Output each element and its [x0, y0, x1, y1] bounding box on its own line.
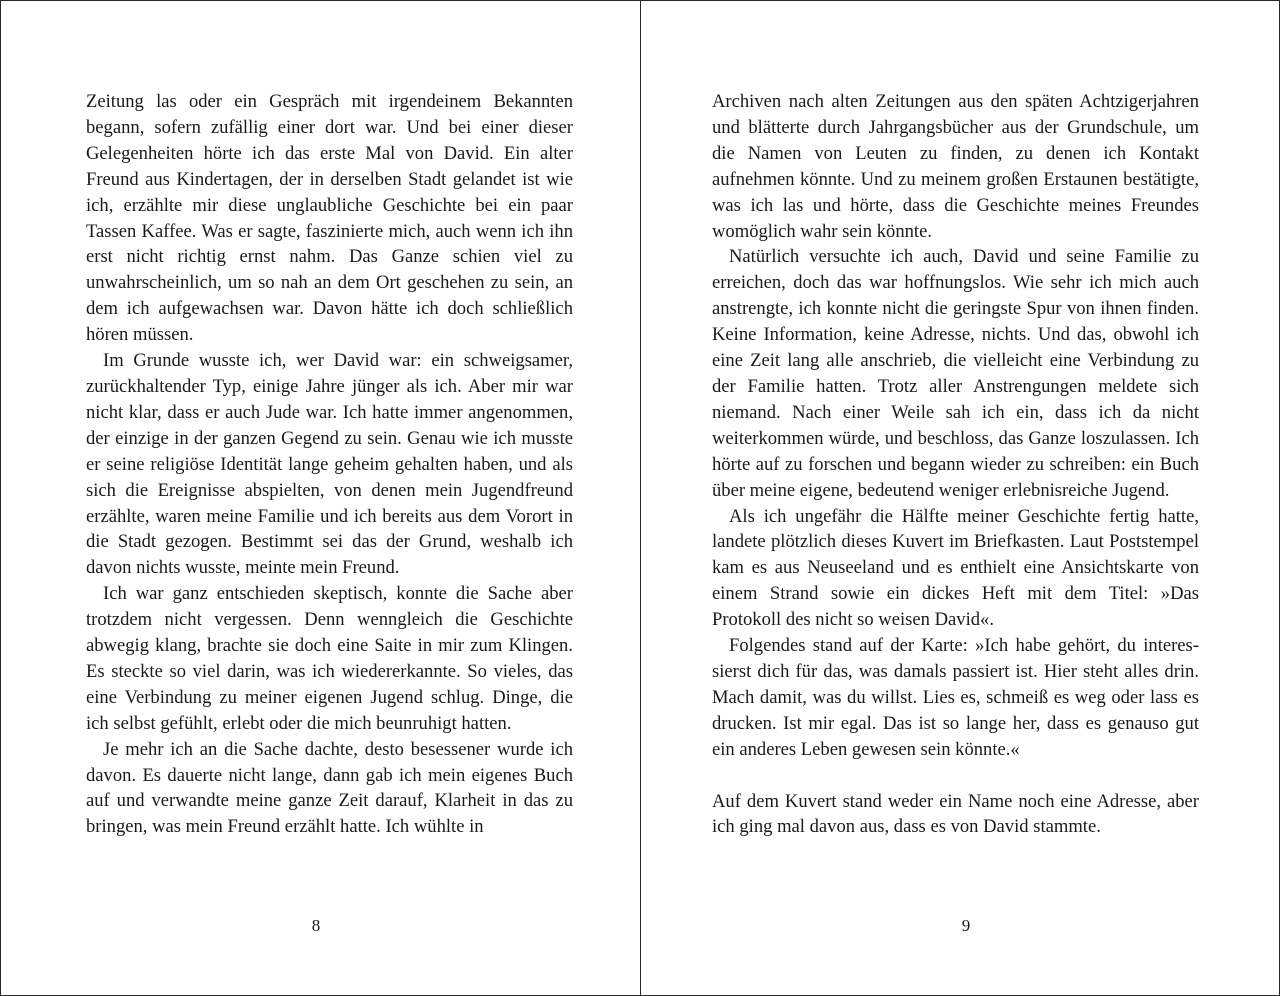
- page-number: 8: [311, 916, 321, 935]
- paragraph: Archiven nach alten Zeitungen aus den späten Achtzigerjahren und blätterte durch Jahrgangsbücher aus der Grundschule, um die Namen von Leuten zu finden, zu denen ich Kontakt aufnehmen könnte. Und zu meinem großen Erstaunen bestätigte, was ich las und hörte, dass die Geschichte meines Freundes womöglich wahr sein könnte.: [712, 91, 1199, 242]
- paragraph: Je mehr ich an die Sache dachte, desto besessener wurde ich davon. Es dauerte nicht lange, dann gab ich mein eigenes Buch auf und verwandte meine ganze Zeit darauf, Klarheit in das zu bringen, was mein Freund erzählt hatte. Ich wühlte in: [86, 738, 573, 838]
- paragraph: Folgendes stand auf der Karte: »Ich habe gehört, du interessierst dich für das, was damals passiert ist. Hier steht alles drin. Mach damit, was du willst. Lies es, schmeiß es weg oder lass es drucken. Ist mir egal. Das ist so lange her, dass es genauso gut ein anderes Leben gewesen sein könnte.«: [712, 635, 1199, 760]
- paragraph: Natürlich versuchte ich auch, David und seine Familie zu erreichen, doch das war hoffnungslos. Wie sehr ich mich auch anstrengte, ich konnte nicht die geringste Spur von ihnen finden. Keine Information, keine Adresse, nichts. Und das, obwohl ich eine Zeit lang alle anschrieb, die vielleicht eine Verbindung zu der Familie hatten. Trotz aller Anstrengungen meldete sich niemand. Nach einer Weile sah ich ein, dass ich da nicht weiterkommen würde, und beschloss, das Ganze loszulassen. Ich hörte auf zu forschen und begann wieder zu schreiben: ein Buch über meine eigene, bedeutend weniger erlebnisreiche Jugend.: [712, 246, 1199, 501]
- paragraph: Als ich ungefähr die Hälfte meiner Geschichte fertig hatte, landete plötzlich dieses Kuvert im Briefkasten. Laut Poststempel kam es aus Neuseeland und es enthielt eine Ansichtskarte von einem Strand sowie ein dickes Heft mit dem Titel: »Das Protokoll des nicht so weisen David«.: [712, 505, 1199, 631]
- paragraph: Im Grunde wusste ich, wer David war: ein schweigsamer, zurückhaltender Typ, einige Jahre jünger als ich. Aber mir war nicht klar, dass er auch Jude war. Ich hatte immer angenommen, der einzige in der ganzen Gegend zu sein. Genau wie ich musste er seine religiöse Identität lange geheim gehalten haben, und als sich die Ereignisse abspielten, von denen mein Jugendfreund erzählte, waren meine Familie und ich bereits aus dem Vorort in die Stadt gezogen. Bestimmt sei das der Grund, weshalb ich davon nichts wusste, meinte mein Freund.: [86, 350, 573, 579]
- left-page: [1, 1, 640, 995]
- right-page-text: [712, 89, 1199, 840]
- right-page: [641, 1, 1280, 995]
- left-page-text: [86, 89, 573, 840]
- paragraph: Zeitung las oder ein Gespräch mit irgendeinem Bekannten begann, sofern zufällig einer dort war. Und bei einer dieser Gelegenheiten hörte ich das erste Mal von David. Ein alter Freund aus Kindertagen, der in derselben Stadt gelandet ist wie ich, erzählte mir diese unglaubliche Geschichte bei ein paar Tassen Kaffee. Was er sagte, faszinierte mich, auch wenn ich ihn erst nicht richtig ernst nahm. Das Ganze schien viel zu unwahrscheinlich, um so nah an dem Ort geschehen zu sein, an dem ich aufgewachsen war. Davon hätte ich doch schließlich hören müssen.: [86, 91, 573, 346]
- paragraph: Ich war ganz entschieden skeptisch, konnte die Sache aber trotzdem nicht vergessen. Denn wenngleich die Geschichte abwegig klang, brachte sie doch eine Saite in mir zum Klingen. Es steckte so viel darin, was ich wiedererkannte. So vieles, das eine Verbindung zu meiner eigenen Jugend schlug. Dinge, die ich selbst gefühlt, erlebt oder die mich beunruhigt hatten.: [86, 583, 573, 734]
- paragraph: Auf dem Kuvert stand weder ein Name noch eine Adresse, aber ich ging mal davon aus, dass es von David stammte.: [712, 790, 1199, 838]
- page-number: 9: [961, 916, 971, 935]
